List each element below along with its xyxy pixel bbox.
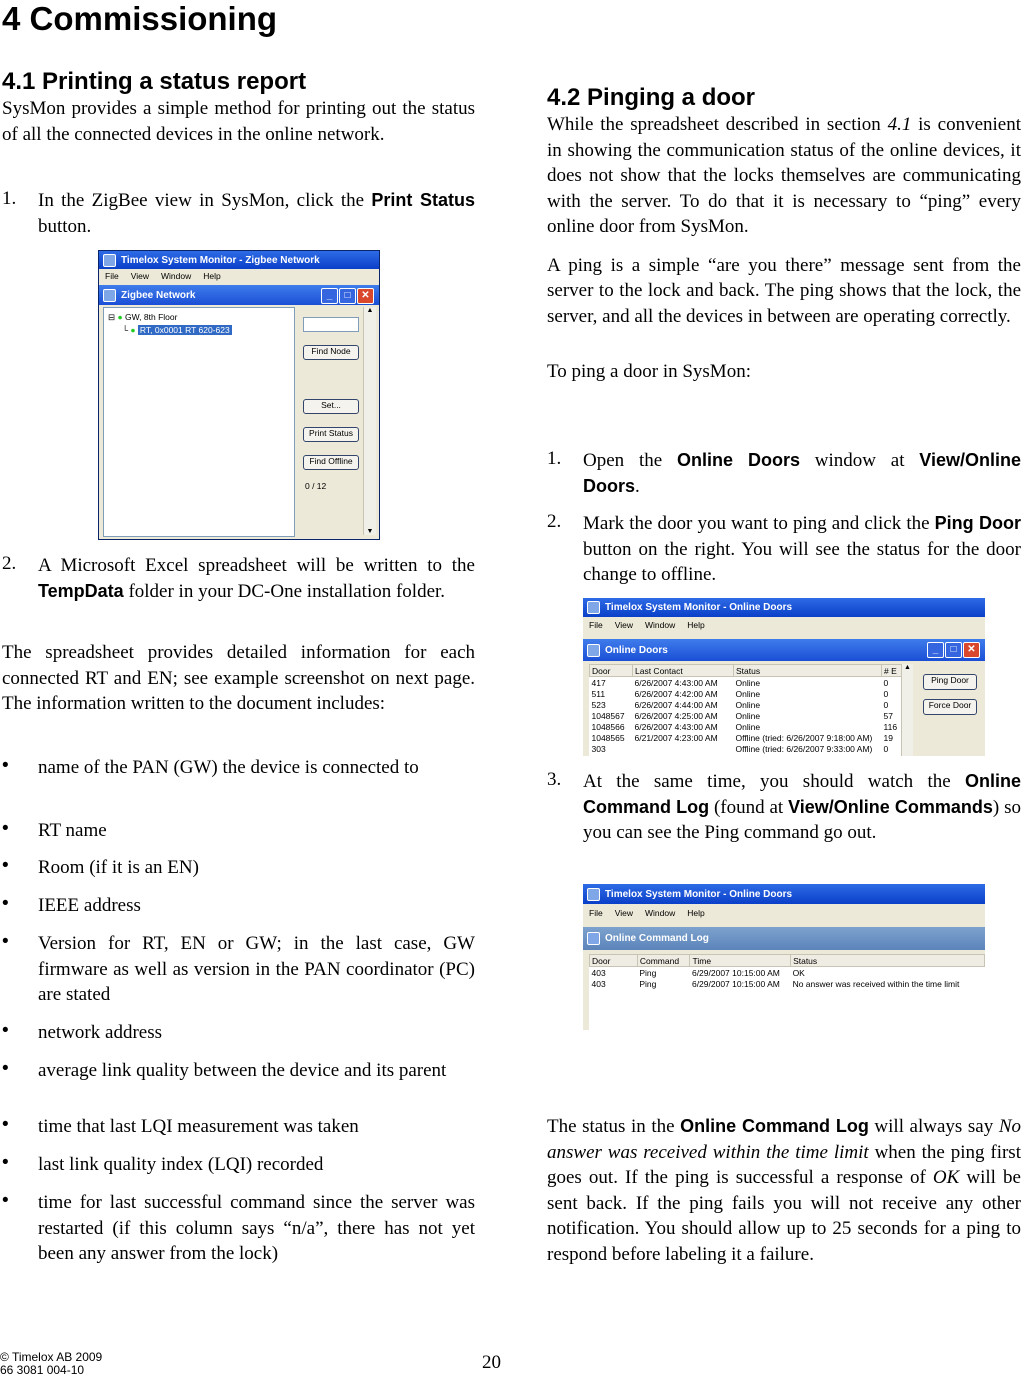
menu-window[interactable]: Window xyxy=(644,907,676,918)
app-icon xyxy=(587,888,600,901)
find-offline-button[interactable]: Find Offline xyxy=(303,455,359,470)
ping-door-label: Ping Door xyxy=(934,513,1021,533)
child-titlebar xyxy=(583,927,985,950)
bullet-item xyxy=(2,1020,475,1046)
window-icon xyxy=(587,644,600,657)
bullet-item xyxy=(2,931,475,1008)
cell: 403 xyxy=(591,978,606,989)
menu-window[interactable]: Window xyxy=(160,271,192,281)
ping-door-button[interactable]: Ping Door xyxy=(923,674,977,690)
cell: Online xyxy=(735,688,761,699)
bullet-text: last link quality index (LQI) recorded xyxy=(38,1154,324,1175)
maximize-icon[interactable]: □ xyxy=(945,642,962,658)
column-header[interactable]: Door xyxy=(590,665,633,677)
intro-paragraph: SysMon provides a simple method for printing out the status of all the connected devices in the online network. xyxy=(2,98,475,145)
cell: OK xyxy=(792,967,805,978)
online-doors-screenshot xyxy=(583,598,985,756)
command-log-table-container xyxy=(589,954,985,1030)
step-number: 3. xyxy=(547,769,562,790)
print-status-label: Print Status xyxy=(371,190,475,210)
window-icon xyxy=(103,289,116,302)
column-header[interactable]: Status xyxy=(791,955,985,967)
bullet-text: RT name xyxy=(38,820,107,841)
bullet-icon: • xyxy=(2,1020,9,1041)
doors-table xyxy=(589,664,903,754)
print-status-button[interactable]: Print Status xyxy=(303,427,359,442)
set-button[interactable]: Set... xyxy=(303,399,359,414)
close-icon[interactable]: ✕ xyxy=(357,288,374,304)
bullet-icon: • xyxy=(2,931,9,952)
tempdata-label: TempData xyxy=(38,580,124,601)
no-answer-message: No answer was received within the time limit xyxy=(547,1116,1021,1163)
step-number: 2. xyxy=(2,553,17,574)
bullet-text: IEEE address xyxy=(38,895,141,916)
table-row[interactable] xyxy=(590,978,985,989)
cell: 403 xyxy=(591,967,606,978)
child-title: Online Command Log xyxy=(605,933,709,944)
bullet-item xyxy=(2,1190,475,1267)
cell: Online xyxy=(735,721,761,732)
right-column xyxy=(547,84,1021,385)
bullet-icon: • xyxy=(2,1114,9,1135)
bullet-item xyxy=(2,1058,475,1084)
tree-node-rt[interactable]: └ ● RT, 0x0001 RT 620-623 xyxy=(122,325,230,335)
cell: 6/26/2007 4:25:00 AM xyxy=(634,710,718,721)
menu-file[interactable]: File xyxy=(589,907,603,918)
bullet-text: Version for RT, EN or GW; in the last case, GW firmware as well as version in the PAN coordinator (PC) are stated xyxy=(38,933,475,1005)
para-text: will always say xyxy=(868,1116,999,1137)
ping-explanation: A ping is a simple “are you there” message sent from the server to the lock and back. The ping shows that the lock, the server, and all the devices in between are operating correctly. xyxy=(547,254,1021,327)
bullet-icon: • xyxy=(2,1190,9,1211)
table-row[interactable] xyxy=(590,699,903,710)
cell: Offline (tried: 6/26/2007 9:18:00 AM) xyxy=(735,732,873,743)
app-icon xyxy=(587,601,600,614)
child-titlebar xyxy=(99,285,379,305)
cell: 6/29/2007 10:15:00 AM xyxy=(691,967,780,978)
step-text: A Microsoft Excel spreadsheet will be written to the xyxy=(38,555,475,576)
step-number: 1. xyxy=(547,448,562,469)
cell: 57 xyxy=(883,710,893,721)
command-log-table xyxy=(589,954,985,989)
step-text-end: folder in your DC-One installation folder. xyxy=(123,580,446,602)
column-header[interactable]: Time xyxy=(690,955,791,967)
table-row[interactable] xyxy=(590,721,903,732)
table-row[interactable] xyxy=(590,688,903,699)
app-titlebar xyxy=(583,598,985,617)
bullet-text: time for last successful command since the server was restarted (if this column says “n/a”, there has not yet been any answer from the lock) xyxy=(38,1192,475,1264)
table-row[interactable] xyxy=(590,710,903,721)
window-icon xyxy=(587,932,600,945)
zigbee-network-screenshot xyxy=(98,250,380,540)
cell: Online xyxy=(735,710,761,721)
copyright: © Timelox AB 2009 xyxy=(0,1350,103,1364)
para-text: when the ping first goes out. If the ping is successful a response of xyxy=(547,1141,1021,1188)
step-text-end: button on the right. You will see the status for the door change to offline. xyxy=(583,538,1021,585)
side-panel xyxy=(295,307,363,535)
minimize-icon[interactable]: _ xyxy=(321,288,338,304)
cell: 6/26/2007 4:43:00 AM xyxy=(634,677,718,688)
column-header[interactable]: Command xyxy=(637,955,690,967)
para-text-end: is convenient in showing the communication status of the online devices, it does not show that the locks themselves are communicating with the server. To do that it is necessary to “ping” every online door from SysMon. xyxy=(547,114,1021,237)
column-header[interactable]: # E xyxy=(882,665,903,677)
online-dot-icon: ● xyxy=(130,325,136,335)
device-tree[interactable] xyxy=(103,307,295,537)
online-doors-label: Online Doors xyxy=(676,450,800,470)
cell: 6/26/2007 4:44:00 AM xyxy=(634,699,718,710)
child-title: Online Doors xyxy=(605,644,668,656)
cell: 0 xyxy=(883,743,889,754)
scrollbar[interactable] xyxy=(363,307,376,535)
menu-bar xyxy=(583,617,985,633)
scroll-up-icon[interactable]: ▲ xyxy=(366,307,374,314)
menu-bar xyxy=(583,904,985,921)
para-text-end: will be sent back. If the ping fails you will not receive any other notification. You should allow up to 25 seconds for a ping to respond before labeling it a failure. xyxy=(547,1167,1021,1265)
ping-instructions-intro: To ping a door in SysMon: xyxy=(547,361,751,382)
page-heading: 4 Commissioning xyxy=(2,0,278,37)
online-command-log-label: Online Command Log xyxy=(583,771,1021,817)
step-number: 1. xyxy=(2,188,17,209)
ok-response: OK xyxy=(932,1167,960,1188)
cell: 1048565 xyxy=(591,732,625,743)
step-3-command-log xyxy=(547,769,1021,846)
cell: 6/26/2007 4:42:00 AM xyxy=(634,688,718,699)
maximize-icon[interactable]: □ xyxy=(339,288,356,304)
view-online-doors-label: View/Online Doors xyxy=(583,450,1021,496)
step-2-ping-door xyxy=(547,511,1021,588)
cell: Online xyxy=(735,699,761,710)
app-title: Timelox System Monitor - Zigbee Network xyxy=(121,254,320,266)
force-door-button[interactable]: Force Door xyxy=(923,699,977,715)
child-titlebar xyxy=(583,639,985,661)
app-titlebar xyxy=(99,251,379,269)
step-text: Open the xyxy=(583,450,677,471)
cell: 6/21/2007 4:23:00 AM xyxy=(634,732,718,743)
bullet-item xyxy=(2,755,475,781)
para-text: While the spreadsheet described in section xyxy=(547,114,888,135)
page-number: 20 xyxy=(482,1352,501,1373)
app-titlebar xyxy=(583,884,985,904)
column-header[interactable]: Door xyxy=(590,955,638,967)
cell: 0 xyxy=(883,677,889,688)
bullet-item xyxy=(2,1152,475,1178)
minimize-icon[interactable]: _ xyxy=(927,642,944,658)
scrollbar[interactable] xyxy=(901,664,913,756)
app-title: Timelox System Monitor - Online Doors xyxy=(605,602,793,613)
bullet-icon: • xyxy=(2,1152,9,1173)
table-row[interactable] xyxy=(590,677,903,689)
command-log-screenshot xyxy=(583,884,985,1030)
node-count: 0 / 12 xyxy=(305,481,327,491)
table-row[interactable] xyxy=(590,732,903,743)
menu-view[interactable]: View xyxy=(614,907,633,918)
cell: No answer was received within the time limit xyxy=(792,978,960,989)
step-text: At the same time, you should watch the xyxy=(583,771,965,792)
menu-help[interactable]: Help xyxy=(687,620,705,630)
close-icon[interactable]: ✕ xyxy=(963,642,980,658)
column-header[interactable]: Status xyxy=(734,665,882,677)
cell: 6/29/2007 10:15:00 AM xyxy=(691,978,780,989)
cell: 417 xyxy=(591,677,606,688)
para-text: The status in the xyxy=(547,1116,681,1137)
view-online-commands-label: View/Online Commands xyxy=(788,796,993,817)
menu-help[interactable]: Help xyxy=(687,907,705,918)
left-column xyxy=(2,68,475,147)
online-dot-icon: ● xyxy=(117,312,123,322)
cell: 511 xyxy=(591,688,606,699)
bullet-icon: • xyxy=(2,755,9,776)
document-id: 66 3081 004-10 xyxy=(0,1363,85,1377)
step-text: In the ZigBee view in SysMon, click the xyxy=(38,190,372,211)
bullet-text: average link quality between the device and its parent xyxy=(38,1060,447,1081)
search-input[interactable] xyxy=(303,317,359,332)
closing-paragraph xyxy=(547,1114,1021,1267)
bullet-icon: • xyxy=(2,855,9,876)
table-row[interactable] xyxy=(590,967,985,979)
bullet-icon: • xyxy=(2,893,9,914)
bullet-text: network address xyxy=(38,1022,162,1043)
cell: 523 xyxy=(591,699,606,710)
cell: 0 xyxy=(883,688,889,699)
column-header[interactable]: Last Contact xyxy=(633,665,734,677)
bullet-item xyxy=(2,855,475,881)
cell: Ping xyxy=(639,967,657,978)
intro-paragraph-4-2 xyxy=(547,112,1021,240)
app-icon xyxy=(103,254,116,267)
step-number: 2. xyxy=(547,511,562,532)
menu-window[interactable]: Window xyxy=(644,620,676,630)
cell: Offline (tried: 6/26/2007 9:33:00 AM) xyxy=(735,743,873,754)
find-node-button[interactable]: Find Node xyxy=(303,345,359,360)
menu-view[interactable]: View xyxy=(130,271,149,281)
cell: 6/26/2007 4:43:00 AM xyxy=(634,721,718,732)
step-text-mid: (found at xyxy=(709,796,789,818)
cell xyxy=(633,743,734,754)
tree-node-gw[interactable]: ⊟ ● GW, 8th Floor xyxy=(108,312,178,322)
footer-left xyxy=(0,1351,102,1377)
menu-file[interactable]: File xyxy=(589,620,603,630)
cell: 1048567 xyxy=(591,710,625,721)
table-row[interactable] xyxy=(590,743,903,754)
bullet-icon: • xyxy=(2,818,9,839)
step-1-print-status xyxy=(2,188,475,239)
section-title-4-2: 4.2 Pinging a door xyxy=(547,84,756,111)
step-text-end: ) so you can see the Ping command go out. xyxy=(583,796,1021,843)
tree-label-gw: GW, 8th Floor xyxy=(125,312,178,322)
section-ref: 4.1 xyxy=(887,114,912,135)
step-text: Mark the door you want to ping and click the xyxy=(583,513,935,534)
menu-bar xyxy=(99,269,379,283)
cell: 0 xyxy=(883,699,889,710)
tree-label-rt: RT, 0x0001 RT 620-623 xyxy=(139,325,230,335)
menu-file[interactable]: File xyxy=(105,271,119,281)
bullet-icon: • xyxy=(2,1058,9,1079)
step-2-spreadsheet xyxy=(2,553,475,604)
menu-help[interactable]: Help xyxy=(203,271,221,281)
cell: 116 xyxy=(883,721,898,732)
step-text-end: button. xyxy=(38,215,92,237)
bullet-item xyxy=(2,893,475,919)
app-title: Timelox System Monitor - Online Doors xyxy=(605,888,793,900)
menu-view[interactable]: View xyxy=(614,620,633,630)
cell: 303 xyxy=(591,743,606,754)
cell: 19 xyxy=(883,732,893,743)
section-title-4-1: 4.1 Printing a status report xyxy=(2,68,307,95)
step-1-open-online-doors xyxy=(547,448,1021,499)
bullet-text: name of the PAN (GW) the device is connected to xyxy=(38,757,419,778)
bullet-item xyxy=(2,818,475,844)
bullet-item xyxy=(2,1114,475,1140)
cell: Ping xyxy=(639,978,657,989)
cell: Online xyxy=(735,677,761,688)
doors-table-container xyxy=(589,664,911,756)
cell: 1048566 xyxy=(591,721,625,732)
bullet-text: time that last LQI measurement was taken xyxy=(38,1116,359,1137)
online-command-log-label: Online Command Log xyxy=(680,1116,869,1136)
spreadsheet-paragraph: The spreadsheet provides detailed information for each connected RT and EN; see example screenshot on next page. The information written to the document includes: xyxy=(2,642,475,714)
step-text-end: . xyxy=(635,475,640,497)
bullet-text: Room (if it is an EN) xyxy=(38,857,199,878)
scroll-down-icon[interactable]: ▼ xyxy=(366,528,374,535)
step-text-mid: window at xyxy=(800,450,920,471)
child-title: Zigbee Network xyxy=(121,289,196,301)
scroll-up-icon[interactable]: ▲ xyxy=(904,664,911,671)
